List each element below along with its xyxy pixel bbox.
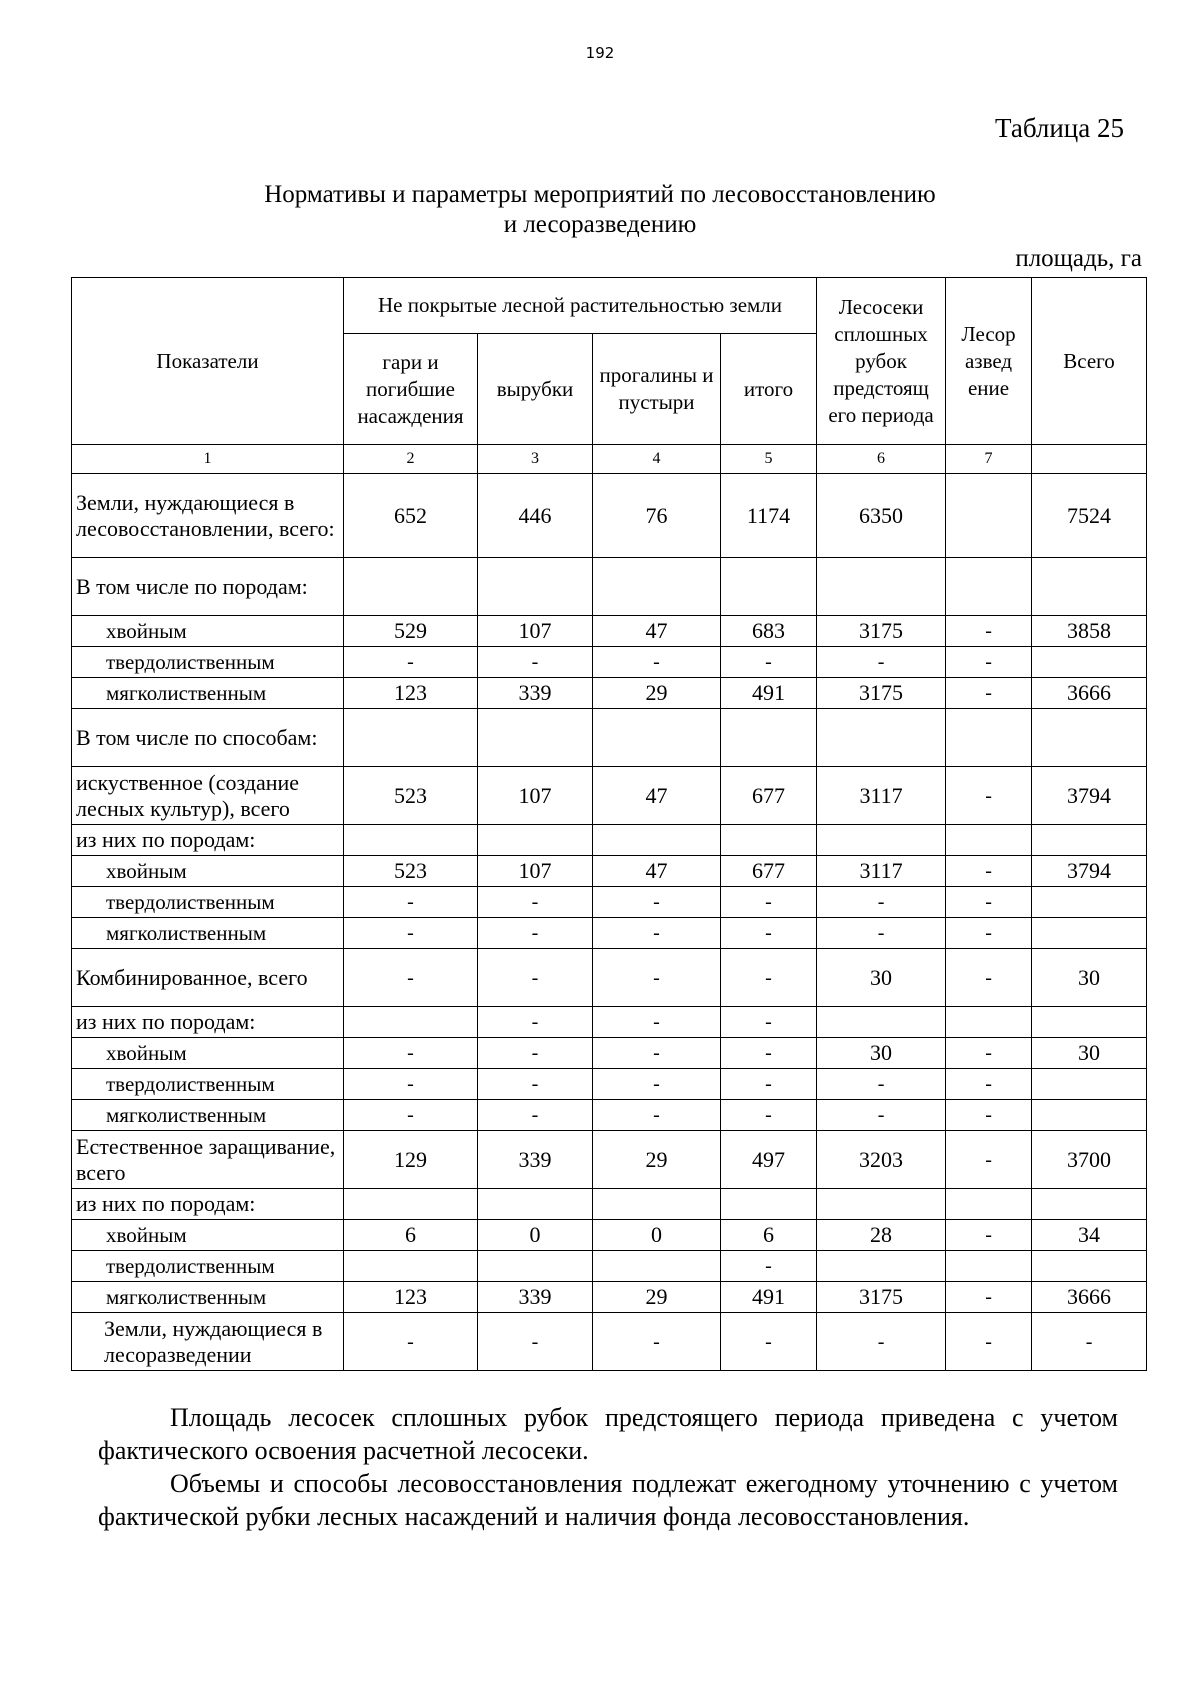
row-label: мягколиственным [72,1100,344,1131]
table-title-line-1: Нормативы и параметры мероприятий по лесовосстановлению [264,181,936,208]
table-cell: 76 [593,474,721,558]
table-cell [478,558,593,616]
table-cell: - [721,1069,817,1100]
table-cell: 677 [721,856,817,887]
table-cell [1032,825,1147,856]
table-row [72,1131,1147,1189]
table-cell [593,825,721,856]
table-row [72,616,1147,647]
row-label: хвойным [72,856,344,887]
table-cell [946,474,1032,558]
header-clearcut-areas: Лесосеки сплошных рубок предстоящ его периода [817,278,946,445]
table-cell: 3794 [1032,767,1147,825]
table-cell: - [946,1131,1032,1189]
table-cell: 529 [344,616,478,647]
table-cell: - [593,887,721,918]
table-cell: 47 [593,767,721,825]
table-cell [593,1189,721,1220]
row-label: твердолиственным [72,1251,344,1282]
table-cell: - [721,1100,817,1131]
note-paragraph-2-text: Объемы и способы лесовосстановления подлежат ежегодному уточнению с учетом фактической рубки лесных насаждений и наличия фонда лесовосстановления. [98,1469,1118,1531]
table-cell [817,1251,946,1282]
table-cell: 129 [344,1131,478,1189]
table-cell [817,825,946,856]
table-cell: 3175 [817,616,946,647]
row-label: В том числе по породам: [72,558,344,616]
table-cell: - [593,1100,721,1131]
header-afforestation: Лесор азвед ение [946,278,1032,445]
table-row [72,1100,1147,1131]
table-row [72,856,1147,887]
table-row [72,767,1147,825]
table-cell: - [721,1313,817,1371]
table-cell [721,558,817,616]
table-cell [946,558,1032,616]
table-cell: - [344,1100,478,1131]
table-cell [1032,1100,1147,1131]
row-label: из них по породам: [72,1007,344,1038]
table-cell: - [946,1100,1032,1131]
table-cell: - [946,949,1032,1007]
header-burns: гари и погибшие насаждения [344,334,478,445]
table-cell [1032,887,1147,918]
table-cell: - [817,1313,946,1371]
row-label: мягколиственным [72,1282,344,1313]
table-cell: - [721,918,817,949]
table-cell [817,1189,946,1220]
table-cell: 30 [817,949,946,1007]
row-label: хвойным [72,1220,344,1251]
table-cell: - [721,949,817,1007]
table-row [72,949,1147,1007]
table-cell: - [946,678,1032,709]
table-cell: - [817,1069,946,1100]
note-paragraph-2 [98,1467,1118,1533]
table-cell: 3175 [817,678,946,709]
table-title [0,180,1200,240]
table-cell: 523 [344,856,478,887]
table-cell: 7524 [1032,474,1147,558]
table-cell [817,709,946,767]
table-cell: - [344,647,478,678]
table-row [72,474,1147,558]
table-cell [344,825,478,856]
table-cell [817,558,946,616]
table-cell: - [721,647,817,678]
row-label: мягколиственным [72,918,344,949]
table-cell: - [478,1007,593,1038]
table-cell: 446 [478,474,593,558]
table-cell [478,1251,593,1282]
table-cell: 339 [478,1131,593,1189]
table-cell [1032,918,1147,949]
table-cell [478,825,593,856]
table-cell: - [344,1038,478,1069]
table-cell [1032,647,1147,678]
table-cell [721,825,817,856]
table-row [72,1038,1147,1069]
table-cell: - [946,1313,1032,1371]
table-cell [946,1007,1032,1038]
table-cell: - [1032,1313,1147,1371]
table-cell [344,1189,478,1220]
table-row [72,1313,1147,1371]
table-cell [344,709,478,767]
table-cell: 123 [344,1282,478,1313]
table-cell [593,558,721,616]
table-cell: 3117 [817,767,946,825]
table-cell: 34 [1032,1220,1147,1251]
table-cell: - [478,1069,593,1100]
table-cell: - [593,1313,721,1371]
row-label: искуственное (создание лесных культур), всего [72,767,344,825]
note-paragraph-1-text: Площадь лесосек сплошных рубок предстоящего периода приведена с учетом фактического освоения расчетной лесосеки. [98,1403,1118,1465]
table-cell [478,709,593,767]
table-cell: - [593,1038,721,1069]
table-cell: - [817,1100,946,1131]
column-number: 5 [721,445,817,474]
row-label: Земли, нуждающиеся в лесовосстановлении, всего: [72,474,344,558]
column-number: 4 [593,445,721,474]
table-cell: 3203 [817,1131,946,1189]
unit-label: площадь, га [1015,245,1142,272]
table-row [72,1220,1147,1251]
table-cell: - [721,1038,817,1069]
table-cell: - [593,918,721,949]
table-cell: - [817,647,946,678]
table-cell: 491 [721,1282,817,1313]
table-cell: 677 [721,767,817,825]
table-cell: 523 [344,767,478,825]
table-cell [721,1189,817,1220]
table-cell: - [478,1313,593,1371]
table-cell [344,1251,478,1282]
table-cell: - [478,647,593,678]
table-cell: 29 [593,1131,721,1189]
table-cell [593,709,721,767]
table-cell: 123 [344,678,478,709]
table-cell: - [721,887,817,918]
column-number: 1 [72,445,344,474]
table-row [72,1282,1147,1313]
table-cell [721,709,817,767]
table-cell: - [946,887,1032,918]
table-cell: - [946,647,1032,678]
table-cell [593,1251,721,1282]
table-cell: - [946,1069,1032,1100]
header-cuttings: вырубки [478,334,593,445]
table-label: Таблица 25 [995,113,1124,143]
table-cell: - [478,949,593,1007]
table-cell: - [593,1007,721,1038]
table-cell: 107 [478,767,593,825]
table-cell: 30 [817,1038,946,1069]
table-cell: - [946,767,1032,825]
table-cell: 3700 [1032,1131,1147,1189]
row-label: из них по породам: [72,825,344,856]
table-cell: - [721,1007,817,1038]
table-row [72,1251,1147,1282]
table-cell [946,1189,1032,1220]
table-row [72,647,1147,678]
table-cell [946,709,1032,767]
table-cell: 6350 [817,474,946,558]
table-row [72,558,1147,616]
table-cell: 1174 [721,474,817,558]
table-cell: 6 [721,1220,817,1251]
table-cell: 339 [478,678,593,709]
table-cell: - [817,918,946,949]
table-row [72,1189,1147,1220]
table-cell: - [478,1038,593,1069]
column-numbers-row [72,445,1147,474]
table-cell: 3666 [1032,678,1147,709]
row-label: хвойным [72,1038,344,1069]
table-cell [946,825,1032,856]
table-cell: - [344,1313,478,1371]
table-cell: - [817,887,946,918]
note-paragraph-1 [98,1401,1118,1467]
row-label: Комбинированное, всего [72,949,344,1007]
row-label: В том числе по способам: [72,709,344,767]
table-cell: - [593,949,721,1007]
table-row [72,709,1147,767]
header-indicators: Показатели [72,278,344,445]
table-cell: 3117 [817,856,946,887]
column-number: 3 [478,445,593,474]
table-cell: - [344,1069,478,1100]
table-cell [817,1007,946,1038]
table-cell [946,1251,1032,1282]
table-row [72,1007,1147,1038]
header-uncovered-lands: Не покрытые лесной растительностью земли [344,278,817,334]
table-cell: 0 [593,1220,721,1251]
table-cell: 339 [478,1282,593,1313]
table-cell [1032,558,1147,616]
column-number [1032,445,1147,474]
table-cell: - [344,949,478,1007]
table-cell: 30 [1032,949,1147,1007]
table-cell: 29 [593,1282,721,1313]
table-cell: 6 [344,1220,478,1251]
table-row [72,825,1147,856]
table-cell: 29 [593,678,721,709]
page-number: 192 [585,44,615,62]
table-cell: - [946,616,1032,647]
table-cell: - [946,1282,1032,1313]
table-cell: - [478,918,593,949]
row-label: мягколиственным [72,678,344,709]
table-cell: 652 [344,474,478,558]
row-label: Естественное заращивание, всего [72,1131,344,1189]
table-cell [344,1007,478,1038]
table-title-line-2: и лесоразведению [503,211,697,238]
row-label: твердолиственным [72,647,344,678]
table-cell: - [593,1069,721,1100]
table-cell: 47 [593,616,721,647]
table-cell: 107 [478,856,593,887]
row-label: твердолиственным [72,1069,344,1100]
table-cell: 491 [721,678,817,709]
table-cell: - [593,647,721,678]
table-row [72,918,1147,949]
table-row [72,678,1147,709]
table-cell: 30 [1032,1038,1147,1069]
row-label: твердолиственным [72,887,344,918]
column-number: 7 [946,445,1032,474]
header-glades: прогалины и пустыри [593,334,721,445]
table-cell: - [946,1220,1032,1251]
table-cell: 497 [721,1131,817,1189]
table-row [72,1069,1147,1100]
table-cell [1032,709,1147,767]
column-number: 6 [817,445,946,474]
table-cell: - [946,918,1032,949]
column-number: 2 [344,445,478,474]
table-cell [1032,1189,1147,1220]
table-cell [1032,1007,1147,1038]
restoration-table [71,277,1147,1371]
table-cell: 28 [817,1220,946,1251]
table-cell: - [344,918,478,949]
row-label: хвойным [72,616,344,647]
table-cell: - [478,1100,593,1131]
table-cell: 683 [721,616,817,647]
row-label: из них по породам: [72,1189,344,1220]
table-row [72,887,1147,918]
header-grand-total: Всего [1032,278,1147,445]
table-cell: 47 [593,856,721,887]
table-cell: - [946,856,1032,887]
table-cell: 3666 [1032,1282,1147,1313]
header-subtotal: итого [721,334,817,445]
table-cell [344,558,478,616]
table-cell: - [946,1038,1032,1069]
table-cell: 3175 [817,1282,946,1313]
table-cell: 107 [478,616,593,647]
table-cell: - [478,887,593,918]
table-cell [1032,1069,1147,1100]
table-cell: 3794 [1032,856,1147,887]
table-cell: 3858 [1032,616,1147,647]
table-cell: 0 [478,1220,593,1251]
table-cell [478,1189,593,1220]
table-cell [1032,1251,1147,1282]
row-label: Земли, нуждающиеся в лесоразведении [72,1313,344,1371]
table-cell: - [344,887,478,918]
table-cell: - [721,1251,817,1282]
